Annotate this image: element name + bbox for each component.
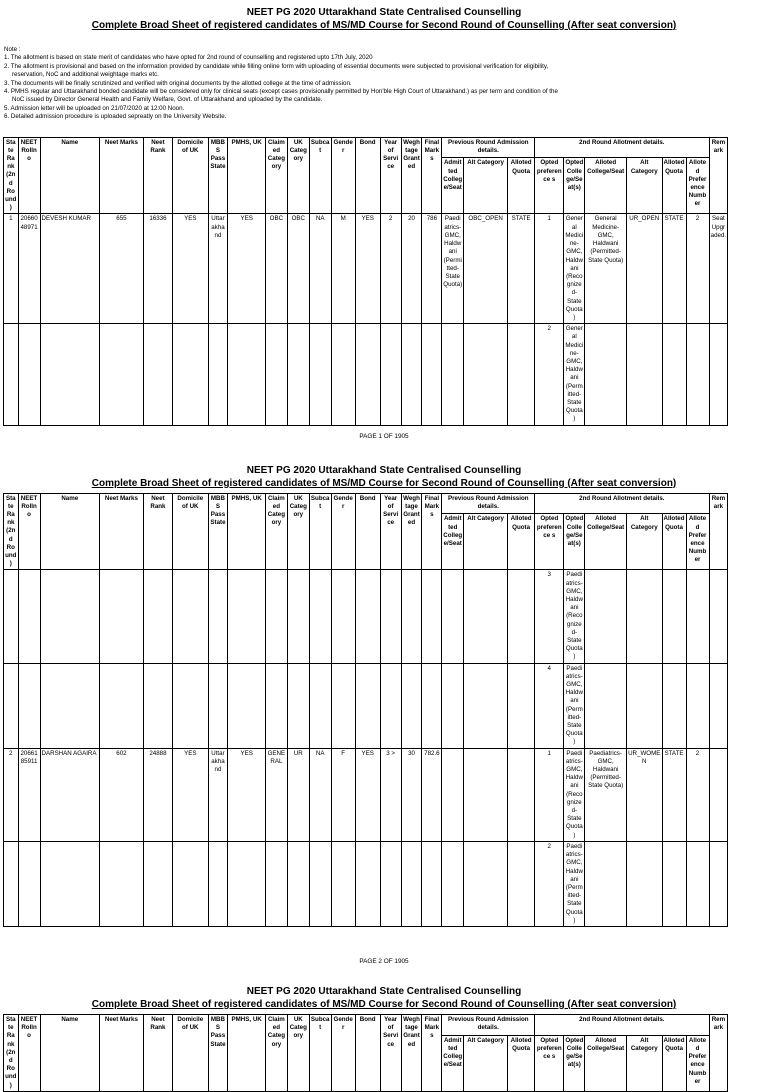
broad-sheet-table [3, 493, 764, 927]
col-header-round2-alt-category: Alt Category [627, 158, 662, 214]
cell-uk-category [287, 324, 309, 425]
cell-round2-alt-category [627, 570, 662, 663]
cell-opted-preference: 2 [535, 841, 564, 926]
col-header-neet-rank: Neet Rank [143, 137, 172, 214]
col-header-mbbs-pass-state: MBBS Pass State [208, 137, 228, 214]
cell-name: DEVESH KUMAR [40, 214, 99, 324]
cell-year-of-service: 3 > [380, 748, 401, 841]
cell-alt-category [464, 841, 508, 926]
cell-year-of-service: 2 [380, 214, 401, 324]
col-header-name: Name [40, 137, 99, 214]
table-row [4, 748, 764, 841]
cell-round2-alloted-quota [662, 570, 686, 663]
cell-domicile [173, 663, 208, 748]
col-header-opted-preference: Opted preference s [535, 158, 564, 214]
cell-gender [331, 570, 355, 663]
cell-remark: Seat Upgraded. [709, 214, 728, 324]
table-header [4, 1014, 764, 1091]
col-header-state-rank: State Rank (2nd Round) [4, 137, 19, 214]
cell-alloted-college [585, 841, 627, 926]
cell-claimed-category: OBC [265, 214, 287, 324]
notes-block [0, 46, 768, 122]
col-group-second-round: 2nd Round Allotment details. [535, 493, 709, 514]
col-header-uk-category: UK Category [287, 493, 309, 570]
col-header-alloted-college: Alloted College/Seat [585, 1035, 627, 1091]
col-header-state-rank: State Rank (2nd Round) [4, 493, 19, 570]
cell-alloted-college: Paediatrics-GMC, Haldwani (Permitted-State Quota) [585, 748, 627, 841]
cell-claimed-category [265, 570, 287, 663]
cell-name [40, 841, 99, 926]
col-header-bond: Bond [355, 137, 380, 214]
col-header-opted-preference: Opted preference s [535, 514, 564, 570]
cell-alloted-quota [508, 748, 535, 841]
col-header-bond: Bond [355, 1014, 380, 1091]
cell-domicile [173, 570, 208, 663]
col-header-opted-college: Opted College/Seat(s) [564, 158, 585, 214]
col-header-neet-rank: Neet Rank [143, 1014, 172, 1091]
cell-uk-category: UR [287, 748, 309, 841]
col-header-year-of-service: Year of Service [380, 137, 401, 214]
col-header-uk-category: UK Category [287, 137, 309, 214]
col-group-previous-round: Previous Round Admission details. [442, 493, 535, 514]
table-row [4, 841, 764, 926]
col-header-neet-rank: Neet Rank [143, 493, 172, 570]
col-header-neet-marks: Neet Marks [100, 137, 144, 214]
col-header-admitted-college: Admitted College/Seat [442, 158, 464, 214]
cell-weightage [401, 570, 422, 663]
cell-gender [331, 663, 355, 748]
cell-alloted-preference-number: 2 [686, 214, 709, 324]
note-5: 5. Admission letter will be uploaded on 21/07/2020 at 12:00 Noon. [4, 104, 185, 112]
cell-bond [355, 324, 380, 425]
cell-round2-alt-category: UR_OPEN [627, 214, 662, 324]
cell-neet-rank [143, 324, 172, 425]
page-2-title-block [0, 458, 768, 490]
cell-neet-rollno [18, 663, 40, 748]
cell-final-marks [422, 570, 442, 663]
cell-mbbs-pass-state: Uttarakhand [208, 214, 228, 324]
page-footer: PAGE 2 OF 1905 [359, 957, 409, 965]
cell-pmhs [228, 324, 266, 425]
cell-state-rank [4, 570, 19, 663]
col-header-year-of-service: Year of Service [380, 1014, 401, 1091]
cell-mbbs-pass-state [208, 324, 228, 425]
cell-opted-college: General Medicine-GMC, Haldwani (Recognized-State Quota) [564, 214, 585, 324]
cell-state-rank [4, 663, 19, 748]
cell-pmhs [228, 841, 266, 926]
cell-neet-rollno: 2066185911 [18, 748, 40, 841]
col-header-pmhs: PMHS, UK [228, 1014, 266, 1091]
cell-bond: YES [355, 214, 380, 324]
cell-opted-preference: 3 [535, 570, 564, 663]
cell-opted-preference: 2 [535, 324, 564, 425]
col-header-round2-alt-category: Alt Category [627, 514, 662, 570]
note-2-continued: reservation, NoC and additional weightage marks etc. [12, 71, 159, 79]
header-row-top [4, 1014, 764, 1035]
col-header-opted-college: Opted College/Seat(s) [564, 1035, 585, 1091]
col-group-second-round: 2nd Round Allotment details. [535, 137, 709, 158]
cell-remark [709, 841, 728, 926]
col-header-gender: Gender [331, 493, 355, 570]
cell-alloted-preference-number: 2 [686, 748, 709, 841]
cell-mbbs-pass-state [208, 841, 228, 926]
page-footer: PAGE 1 OF 1905 [359, 432, 409, 440]
page-1-title-block [0, 0, 768, 32]
col-header-subcat: Subcat [309, 137, 331, 214]
cell-neet-rollno: 2066048971 [18, 214, 40, 324]
cell-pmhs: YES [228, 748, 266, 841]
title-line-1: NEET PG 2020 Uttarakhand State Centralised Counselling [246, 985, 522, 997]
cell-neet-marks: 655 [100, 214, 144, 324]
cell-admitted-college [442, 663, 464, 748]
col-header-claimed-category: Claimed Category [265, 137, 287, 214]
cell-state-rank [4, 841, 19, 926]
col-header-neet-rollno: NEET Rollno [18, 493, 40, 570]
cell-name [40, 570, 99, 663]
cell-subcat [309, 570, 331, 663]
cell-name [40, 663, 99, 748]
cell-final-marks [422, 663, 442, 748]
cell-alloted-quota [508, 324, 535, 425]
cell-opted-college: Paediatrics-GMC, Haldwani (Permitted-State Quota) [564, 663, 585, 748]
col-header-mbbs-pass-state: MBBS Pass State [208, 1014, 228, 1091]
col-header-alt-category: Alt Category [464, 158, 508, 214]
cell-gender [331, 324, 355, 425]
cell-uk-category [287, 663, 309, 748]
cell-round2-alt-category [627, 324, 662, 425]
cell-neet-marks [100, 663, 144, 748]
cell-neet-rank: 24888 [143, 748, 172, 841]
cell-neet-rank [143, 570, 172, 663]
cell-neet-rollno [18, 841, 40, 926]
title-line-1: NEET PG 2020 Uttarakhand State Centralised Counselling [246, 7, 522, 18]
cell-alloted-college: General Medicine-GMC, Haldwani (Permitted-State Quota) [585, 214, 627, 324]
col-header-mbbs-pass-state: MBBS Pass State [208, 493, 228, 570]
col-header-bond: Bond [355, 493, 380, 570]
col-header-admitted-college: Admitted College/Seat [442, 1035, 464, 1091]
cell-claimed-category [265, 324, 287, 425]
col-header-alloted-college: Alloted College/Seat [585, 158, 627, 214]
cell-alloted-preference-number [686, 663, 709, 748]
cell-alloted-college [585, 663, 627, 748]
cell-neet-marks [100, 570, 144, 663]
cell-year-of-service [380, 570, 401, 663]
cell-alt-category: OBC_OPEN [464, 214, 508, 324]
col-header-subcat: Subcat [309, 493, 331, 570]
col-header-year-of-service: Year of Service [380, 493, 401, 570]
header-row-top [4, 493, 764, 514]
cell-state-rank: 1 [4, 214, 19, 324]
cell-opted-college: Paediatrics-GMC, Haldwani (Recognized-State Quota) [564, 570, 585, 663]
cell-state-rank [4, 324, 19, 425]
cell-state-rank: 2 [4, 748, 19, 841]
cell-neet-rank: 16336 [143, 214, 172, 324]
cell-neet-marks [100, 841, 144, 926]
col-header-alt-category: Alt Category [464, 514, 508, 570]
table-body [4, 214, 764, 425]
col-header-domicile: Domicile of UK [173, 493, 208, 570]
cell-bond [355, 570, 380, 663]
col-group-second-round: 2nd Round Allotment details. [535, 1014, 709, 1035]
cell-name [40, 324, 99, 425]
col-header-final-marks: Final Marks [422, 1014, 442, 1091]
cell-remark [709, 324, 728, 425]
page-3-title-block [0, 979, 768, 1011]
cell-alloted-quota: STATE [508, 214, 535, 324]
cell-alt-category [464, 748, 508, 841]
col-header-claimed-category: Claimed Category [265, 493, 287, 570]
col-header-weightage-granted: Weghtage Granted [401, 137, 422, 214]
cell-neet-rank [143, 663, 172, 748]
col-header-claimed-category: Claimed Category [265, 1014, 287, 1091]
col-header-alloted-quota: Alloted Quota [508, 514, 535, 570]
cell-opted-preference: 1 [535, 748, 564, 841]
col-header-pmhs: PMHS, UK [228, 493, 266, 570]
col-header-remark: Remark [709, 1014, 728, 1091]
cell-weightage: 20 [401, 214, 422, 324]
cell-pmhs: YES [228, 214, 266, 324]
cell-round2-alloted-quota [662, 663, 686, 748]
cell-opted-preference: 1 [535, 214, 564, 324]
col-header-neet-marks: Neet Marks [100, 493, 144, 570]
cell-mbbs-pass-state [208, 663, 228, 748]
cell-domicile [173, 841, 208, 926]
col-group-previous-round: Previous Round Admission details. [442, 1014, 535, 1035]
cell-alloted-quota [508, 841, 535, 926]
col-header-weightage-granted: Weghtage Granted [401, 1014, 422, 1091]
cell-domicile: YES [173, 214, 208, 324]
col-header-alloted-preference-number: Alloted Preference Number [686, 1035, 709, 1091]
col-header-domicile: Domicile of UK [173, 1014, 208, 1091]
col-header-round2-alloted-quota: Alloted Quota [662, 514, 686, 570]
col-header-opted-college: Opted College/Seat(s) [564, 514, 585, 570]
header-row-top [4, 137, 764, 158]
col-header-round2-alt-category: Alt Category [627, 1035, 662, 1091]
title-line-2: Complete Broad Sheet of registered candidates of MS/MD Course for Second Round of Counselling (After seat conversion) [91, 998, 677, 1010]
col-header-state-rank: State Rank (2nd Round) [4, 1014, 19, 1091]
cell-alloted-quota [508, 663, 535, 748]
cell-alt-category [464, 570, 508, 663]
cell-gender: F [331, 748, 355, 841]
cell-admitted-college: Paediatrics-GMC, Haldwani (Permitted-State Quota) [442, 214, 464, 324]
cell-round2-alt-category [627, 663, 662, 748]
col-header-alloted-college: Alloted College/Seat [585, 514, 627, 570]
note-3: 3. The documents will be finally scrutinized and verified with original documents by the allotted college at the time of admission. [4, 79, 352, 87]
cell-remark [709, 748, 728, 841]
col-header-neet-rollno: NEET Rollno [18, 137, 40, 214]
col-header-alloted-preference-number: Alloted Preference Number [686, 158, 709, 214]
cell-subcat: NA [309, 214, 331, 324]
cell-weightage [401, 324, 422, 425]
cell-gender: M [331, 214, 355, 324]
page-3 [0, 979, 768, 1092]
note-4-continued: NoC issued by Director General Health and Family Welfare, Govt. of Uttarakhand and uploaded by the candidate. [12, 96, 323, 104]
cell-alt-category [464, 324, 508, 425]
cell-remark [709, 663, 728, 748]
broad-sheet-table [3, 1014, 764, 1092]
cell-round2-alt-category [627, 841, 662, 926]
cell-domicile: YES [173, 748, 208, 841]
cell-year-of-service [380, 324, 401, 425]
title-line-2: Complete Broad Sheet of registered candidates of MS/MD Course for Second Round of Counselling (After seat conversion) [91, 477, 677, 489]
cell-neet-rollno [18, 570, 40, 663]
table-row [4, 324, 764, 425]
broad-sheet-table [3, 137, 764, 426]
table-header [4, 493, 764, 570]
col-header-name: Name [40, 493, 99, 570]
col-header-remark: Remark [709, 493, 728, 570]
cell-bond: YES [355, 748, 380, 841]
cell-alloted-preference-number [686, 841, 709, 926]
col-header-neet-marks: Neet Marks [100, 1014, 144, 1091]
cell-final-marks [422, 841, 442, 926]
cell-weightage [401, 663, 422, 748]
table-row [4, 214, 764, 324]
cell-admitted-college [442, 570, 464, 663]
cell-neet-marks: 602 [100, 748, 144, 841]
cell-uk-category [287, 570, 309, 663]
cell-admitted-college [442, 324, 464, 425]
col-header-weightage-granted: Weghtage Granted [401, 493, 422, 570]
cell-year-of-service [380, 663, 401, 748]
table-header [4, 137, 764, 214]
table-body [4, 570, 764, 927]
cell-claimed-category [265, 663, 287, 748]
cell-remark [709, 570, 728, 663]
table-row [4, 570, 764, 663]
page-1 [0, 0, 768, 458]
cell-year-of-service [380, 841, 401, 926]
col-header-admitted-college: Admitted College/Seat [442, 514, 464, 570]
cell-round2-alloted-quota [662, 324, 686, 425]
cell-final-marks [422, 324, 442, 425]
cell-round2-alloted-quota: STATE [662, 748, 686, 841]
col-header-alloted-quota: Alloted Quota [508, 1035, 535, 1091]
cell-mbbs-pass-state [208, 570, 228, 663]
cell-admitted-college [442, 748, 464, 841]
cell-opted-college: Paediatrics-GMC, Haldwani (Recognized-State Quota) [564, 748, 585, 841]
col-header-alloted-preference-number: Alloted Preference Number [686, 514, 709, 570]
cell-bond [355, 663, 380, 748]
cell-subcat: NA [309, 748, 331, 841]
col-header-opted-preference: Opted preference s [535, 1035, 564, 1091]
cell-claimed-category [265, 841, 287, 926]
col-group-previous-round: Previous Round Admission details. [442, 137, 535, 158]
col-header-uk-category: UK Category [287, 1014, 309, 1091]
cell-subcat [309, 324, 331, 425]
cell-alloted-preference-number [686, 570, 709, 663]
cell-neet-marks [100, 324, 144, 425]
cell-alloted-quota [508, 570, 535, 663]
table-row [4, 663, 764, 748]
note-1: 1. The allotment is based on state merit of candidates who have opted for 2nd round of counselling and registered upto 17th July, 2020 [4, 54, 373, 62]
cell-subcat [309, 841, 331, 926]
col-header-subcat: Subcat [309, 1014, 331, 1091]
col-header-round2-alloted-quota: Alloted Quota [662, 1035, 686, 1091]
cell-alloted-preference-number [686, 324, 709, 425]
col-header-remark: Remark [709, 137, 728, 214]
cell-uk-category: OBC [287, 214, 309, 324]
cell-name: DARSHAN AGAIRA [40, 748, 99, 841]
cell-round2-alloted-quota: STATE [662, 214, 686, 324]
col-header-alt-category: Alt Category [464, 1035, 508, 1091]
note-heading: Note : [4, 46, 21, 53]
cell-opted-college: General Medicine-GMC, Haldwani (Permitted-State Quota) [564, 324, 585, 425]
title-line-2: Complete Broad Sheet of registered candidates of MS/MD Course for Second Round of Counselling (After seat conversion) [91, 20, 677, 31]
col-header-final-marks: Final Marks [422, 493, 442, 570]
col-header-gender: Gender [331, 137, 355, 214]
cell-weightage: 30 [401, 748, 422, 841]
col-header-name: Name [40, 1014, 99, 1091]
cell-neet-rollno [18, 324, 40, 425]
col-header-round2-alloted-quota: Alloted Quota [662, 158, 686, 214]
note-2: 2. The allotment is provisional and based on the information provided by candidate while filling online form with uploading of essential documents were subjected to provisional verification for eligibility, [4, 62, 549, 70]
col-header-domicile: Domicile of UK [173, 137, 208, 214]
cell-uk-category [287, 841, 309, 926]
cell-domicile [173, 324, 208, 425]
cell-admitted-college [442, 841, 464, 926]
cell-alloted-college [585, 324, 627, 425]
page-2 [0, 458, 768, 979]
cell-alloted-college [585, 570, 627, 663]
cell-alt-category [464, 663, 508, 748]
cell-gender [331, 841, 355, 926]
cell-round2-alloted-quota [662, 841, 686, 926]
cell-mbbs-pass-state: Uttarakhand [208, 748, 228, 841]
cell-opted-college: Paediatrics-GMC, Haldwani (Permitted-State Quota) [564, 841, 585, 926]
cell-neet-rank [143, 841, 172, 926]
col-header-alloted-quota: Alloted Quota [508, 158, 535, 214]
col-header-neet-rollno: NEET Rollno [18, 1014, 40, 1091]
cell-bond [355, 841, 380, 926]
cell-opted-preference: 4 [535, 663, 564, 748]
cell-pmhs [228, 663, 266, 748]
cell-round2-alt-category: UR_WOMEN [627, 748, 662, 841]
title-line-1: NEET PG 2020 Uttarakhand State Centralised Counselling [246, 464, 522, 476]
note-4: 4. PMHS regular and Uttarakhand bonded candidate will be considered only for clinical seats (except cases provisionally permitted by Hon'ble High Court of Uttarakhand.) as per term and condition of the [4, 88, 558, 96]
cell-subcat [309, 663, 331, 748]
col-header-final-marks: Final Marks [422, 137, 442, 214]
cell-pmhs [228, 570, 266, 663]
cell-weightage [401, 841, 422, 926]
cell-final-marks: 786 [422, 214, 442, 324]
cell-final-marks: 782.6 [422, 748, 442, 841]
col-header-pmhs: PMHS, UK [228, 137, 266, 214]
note-6: 6. Detailed admission procedure is uploaded sepreatly on the University Website. [4, 113, 227, 121]
cell-claimed-category: GENERAL [265, 748, 287, 841]
col-header-gender: Gender [331, 1014, 355, 1091]
